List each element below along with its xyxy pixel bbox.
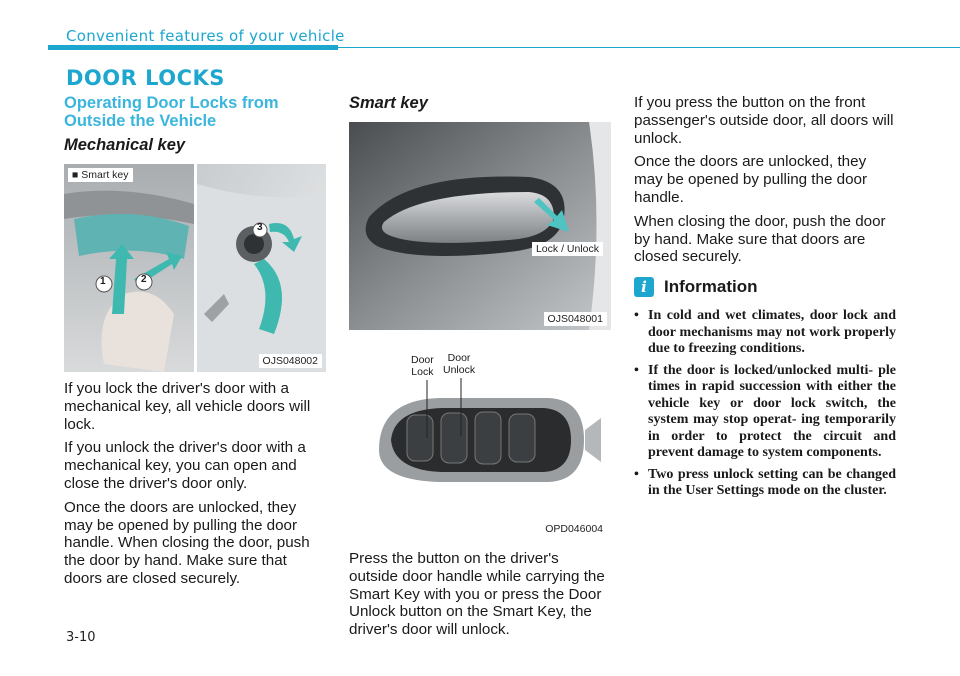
smart-key-figure	[349, 340, 611, 540]
header-rule	[338, 47, 960, 48]
door-lock-label: Door Lock	[411, 354, 434, 378]
subheading-smart-key: Smart key	[349, 94, 428, 112]
info-icon: i	[634, 277, 654, 297]
left-text	[64, 380, 326, 594]
paragraph: Press the button on the driver's outside door handle while carrying the Smart Key with you or press the Door Unlock button on the Smart Key, the driver's door will unlock.	[349, 550, 605, 639]
middle-text	[349, 550, 611, 645]
paragraph: Once the doors are unlocked, they may be opened by pulling the door handle.	[634, 153, 868, 206]
lock-unlock-label: Lock / Unlock	[532, 242, 603, 256]
paragraph: When closing the door, push the door by hand. Make sure that doors are closed securely.	[634, 212, 886, 266]
figure-code: OPD046004	[541, 522, 607, 536]
mechanical-key-figure	[64, 164, 326, 372]
section-header: Convenient features of your vehicle	[66, 27, 345, 45]
smart-key-chip: ■ Smart key	[68, 168, 133, 182]
information-bullets	[634, 308, 896, 505]
callout-2: 2	[141, 274, 147, 285]
section-heading: Operating Door Locks from Outside the Vehicle	[64, 94, 279, 130]
callout-3: 3	[257, 222, 263, 233]
list-item: • Two press unlock setting can be changed in the User Settings mode on the cluster.	[634, 467, 896, 500]
list-item: • In cold and wet climates, door lock and door mechanisms may not work properly due to freezing conditions.	[634, 308, 896, 358]
paragraph: If you unlock the driver's door with a mechanical key, you can open and close the driver's door only.	[64, 439, 306, 492]
right-text	[634, 94, 896, 272]
list-item: • If the door is locked/unlocked multi- ple times in rapid succession with either the vehicle key or door lock switch, the system may stop operat- ing temporarily in order to protect the circuit and prevent damage to system components.	[634, 363, 896, 462]
paragraph: If you lock the driver's door with a mechanical key, all vehicle doors will lock.	[64, 380, 311, 433]
door-handle-figure	[349, 122, 611, 330]
figure-code: OJS048002	[259, 354, 322, 368]
page-title: DOOR LOCKS	[66, 66, 225, 90]
door-unlock-label: Door Unlock	[443, 352, 476, 376]
figure-code: OJS048001	[544, 312, 607, 326]
paragraph: If you press the button on the front passenger's outside door, all doors will unlock.	[634, 94, 894, 147]
information-title: Information	[664, 277, 758, 296]
paragraph: Once the doors are unlocked, they may be opened by pulling the door handle. When closing the door, push the door by hand. Make sure that doors are closed securely.	[64, 498, 310, 587]
subheading-mechanical-key: Mechanical key	[64, 136, 186, 154]
header-bar	[48, 45, 338, 50]
page-number: 3-10	[66, 630, 96, 645]
callout-1: 1	[100, 276, 106, 287]
